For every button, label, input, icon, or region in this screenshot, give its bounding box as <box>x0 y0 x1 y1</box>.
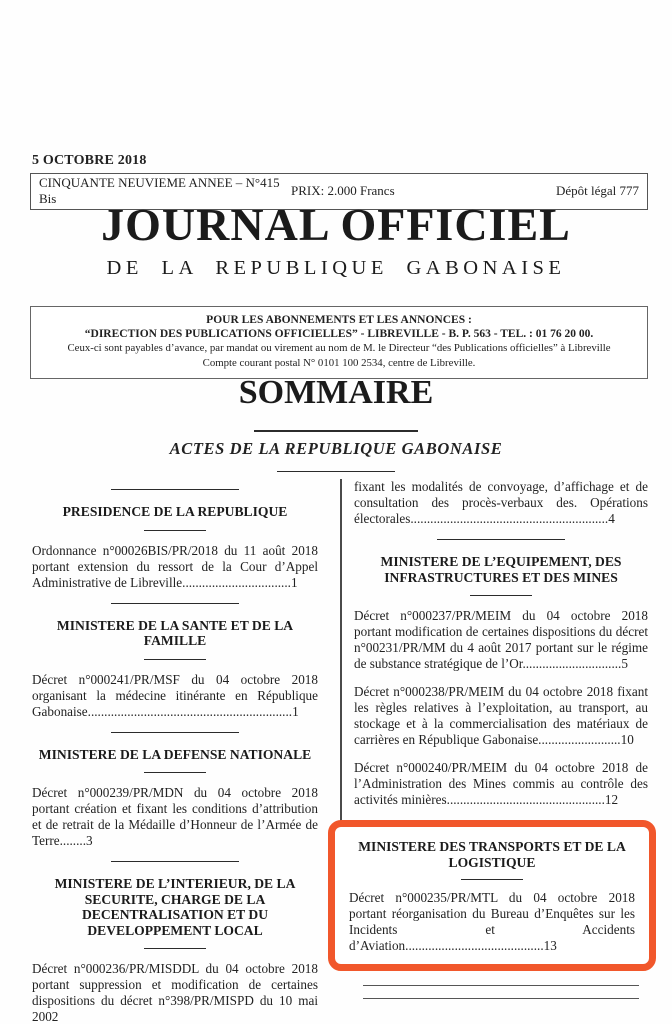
acts-divider <box>277 471 395 472</box>
acts-section-title: ACTES DE LA REPUBLIQUE GABONAISE <box>169 439 503 458</box>
entry-decret-000235: Décret n°000235/PR/MTL du 04 octobre 2018 portant réorganisation du Bureau d’Enquêtes sur les Incidents et Accidents d’Aviation..........................................13 <box>349 890 635 953</box>
heading-divider <box>470 595 532 596</box>
highlight-box <box>328 820 656 971</box>
heading-divider <box>144 659 206 660</box>
legal-deposit-label: Dépôt légal 777 <box>555 183 639 198</box>
section-divider <box>437 539 565 540</box>
heading-divider <box>144 948 206 949</box>
subscription-line-2: “DIRECTION DES PUBLICATIONS OFFICIELLES” - LIBREVILLE - B. P. 563 - TEL. : 01 76 20 00. <box>84 328 594 340</box>
entry-decret-000236: Décret n°000236/PR/MISDDL du 04 octobre 2018 portant suppression et modification de certaines dispositions du décret n°398/PR/MISPD du 10 mai 2002 <box>32 961 318 1024</box>
section-heading-sante: MINISTERE DE LA SANTE ET DE LA FAMILLE <box>56 617 294 648</box>
heading-divider <box>144 530 206 531</box>
subscription-box <box>30 306 648 379</box>
entry-decret-000241: Décret n°000241/PR/MSF du 04 octobre 2018 organisant la médecine itinérante en République Gabonaise..............................................................1 <box>32 671 318 719</box>
entry-continuation: fixant les modalités de convoyage, d’affichage et de consultation des procès-verbaux des. Opérations électorales............................................................4 <box>354 479 648 526</box>
edition-year-number: CINQUANTE NEUVIEME ANNEE – N°415 Bis <box>39 175 280 206</box>
entry-decret-000237: Décret n°000237/PR/MEIM du 04 octobre 2018 portant modification de certaines dispositions du décret n°00231/PR/MM du 4 août 2017 portant sur le régime de substance stratégique de l’Or..............................5 <box>354 608 648 671</box>
left-column <box>32 477 318 1024</box>
section-divider <box>111 732 239 733</box>
subscription-line-3: Ceux-ci sont payables d’avance, par mandat ou virement au nom de M. le Directeur “des Publications officielles” à Libreville <box>67 342 611 354</box>
journal-title: JOURNAL OFFICIEL <box>101 199 571 250</box>
entry-decret-000239: Décret n°000239/PR/MDN du 04 octobre 2018 portant création et fixant les conditions d’attribution et de retrait de la Médaille d’Honneur de l’Armée de Terre........3 <box>32 785 318 848</box>
section-heading-transports: MINISTERE DES TRANSPORTS ET DE LA LOGISTIQUE <box>358 839 626 870</box>
price-label: PRIX: 2.000 Francs <box>291 183 395 198</box>
section-divider <box>111 489 239 490</box>
section-heading-equipement: MINISTERE DE L’EQUIPEMENT, DES INFRASTRUCTURES ET DES MINES <box>380 554 622 585</box>
entry-decret-000238: Décret n°000238/PR/MEIM du 04 octobre 2018 fixant les règles relatives à l’exploitation, au transport, au stockage et à la commercialisation des matériaux de carrières en République Gabonaise.........................10 <box>354 684 648 747</box>
summary-title: SOMMAIRE <box>238 374 434 411</box>
right-column <box>349 477 648 999</box>
publication-date: 5 OCTOBRE 2018 <box>32 153 147 168</box>
section-divider <box>111 861 239 862</box>
journal-subtitle: DE LA REPUBLIQUE GABONAISE <box>106 257 566 279</box>
summary-columns <box>32 477 648 1024</box>
section-heading-defense: MINISTERE DE LA DEFENSE NATIONALE <box>38 746 312 762</box>
section-heading-interieur: MINISTERE DE L’INTERIEUR, DE LA SECURITE, CHARGE DE LA DECENTRALISATION ET DU DEVELOPPEMENT LOCAL <box>54 876 296 938</box>
end-divider <box>363 998 639 999</box>
entry-ordonnance-00026bis: Ordonnance n°00026BIS/PR/2018 du 11 août 2018 portant extension du ressort de la Cour d’Appel Administrative de Libreville.................................1 <box>32 542 318 590</box>
entry-decret-000240: Décret n°000240/PR/MEIM du 04 octobre 2018 de l’Administration des Mines commis au contrôle des activités minières................................................12 <box>354 760 648 807</box>
section-divider <box>111 603 239 604</box>
section-heading-presidence: PRESIDENCE DE LA REPUBLIQUE <box>62 504 288 519</box>
subscription-line-4: Compte courant postal N° 0101 100 2534, centre de Libreville. <box>202 356 476 369</box>
heading-divider <box>461 879 523 880</box>
end-divider <box>363 985 639 986</box>
subscription-line-1: POUR LES ABONNEMENTS ET LES ANNONCES : <box>206 314 472 326</box>
heading-divider <box>144 772 206 773</box>
summary-divider <box>254 430 418 432</box>
